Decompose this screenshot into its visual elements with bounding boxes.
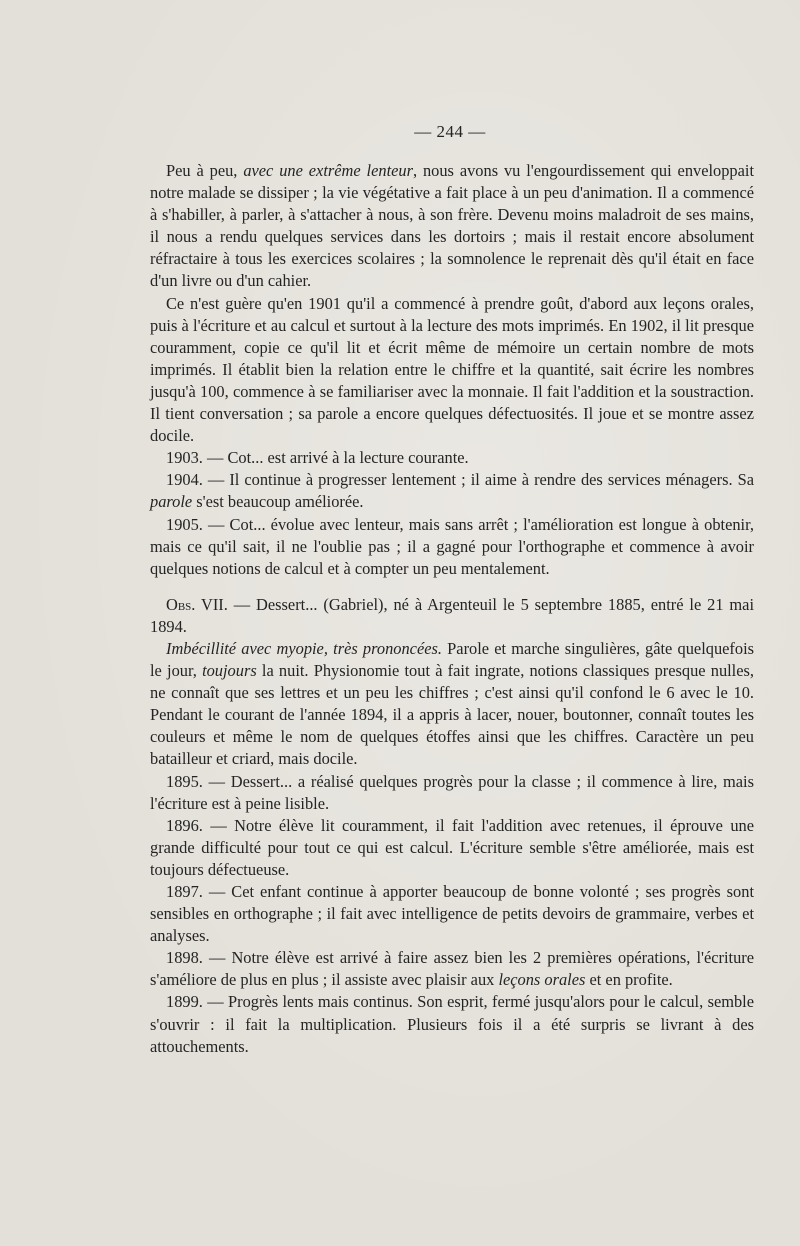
text-run: Peu à peu, [166,161,244,180]
italic-text: toujours [202,661,257,681]
text-run: 1895. — Dessert... a réalisé quelques progrès pour la classe ; il commence à lire, mais l'écriture est à peine lisible. [150,771,754,813]
paragraph [150,160,754,293]
paragraph [150,293,754,448]
paragraph [150,594,754,638]
paragraph [150,514,754,580]
text-run: 1898. — Notre élève est arrivé à faire assez bien les 2 premières opérations, l'écriture s'améliore de plus en plus ; il assiste avec plaisir aux [150,948,754,990]
italic-text: leçons orales [498,970,586,990]
text-run: — Dessert... (Gabriel), né à Argenteuil le 5 septembre 1885, entré le 21 mai 1894. [150,594,754,636]
body-text [150,160,754,1058]
italic-text: parole [150,492,193,512]
text-run: 1899. — Progrès lents mais continus. Son esprit, fermé jusqu'alors pour le calcul, semble s'ouvrir : il fait la multiplication. Plusieurs fois il a été surpris se livrant à des attouchements. [150,992,754,1056]
text-run: 1904. — Il continue à progresser lentement ; il aime à rendre des services ménagers. Sa [166,470,754,490]
paragraph [150,947,754,991]
text-run: 1905. — Cot... évolue avec lenteur, mais sans arrêt ; l'amélioration est longue à obtenir, mais ce qu'il sait, il ne l'oublie pas ; il a gagné pour l'orthographe et commence à avoir quelques notions de calcul et à compter un peu mentalement. [150,514,754,578]
page-number: — 244 — [414,122,486,141]
text-run: , nous avons vu l'engourdissement qui enveloppait notre malade se dissiper ; la vie végétative a fait place à un peu d'animation. Il a commencé à s'habiller, à parler, à s'attacher à nous, à son frère. Devenu moins maladroit de ses mains, il nous a rendu quelques services dans les dortoirs ; mais il restait encore absolument réfractaire à tous les exercices scolaires ; la somnolence le reprenait dès qu'il était en face d'un livre ou d'un cahier. [150,161,755,291]
paragraph [150,815,754,881]
small-caps-text: Obs. VII. [166,594,228,614]
paragraph [150,991,754,1057]
text-run: Parole et marche singulières, gâte quelquefois le jour, [150,638,754,681]
paragraph [150,638,754,771]
text-run: et en profite. [585,970,673,990]
paragraph [150,447,754,469]
paragraph [150,469,754,513]
paragraph [150,881,754,947]
italic-text: avec une extrême lenteur [243,161,413,180]
text-run: 1896. — Notre élève lit couramment, il fait l'addition avec retenues, il éprouve une grande difficulté pour tout ce qui est calcul. L'écriture semble s'être améliorée, mais est toujours défectueuse. [150,815,754,879]
text-run: 1897. — Cet enfant continue à apporter beaucoup de bonne volonté ; ses progrès sont sensibles en orthographe ; il fait avec intelligence de petits devoirs de grammaire, verbes et analyses. [150,882,754,946]
text-run: 1903. — Cot... est arrivé à la lecture courante. [166,448,469,468]
text-run: la nuit. Physionomie tout à fait ingrate, notions classiques presque nulles, ne connaît que ses lettres et un peu les chiffres ; c'est ainsi qu'il confond le 6 avec le 10. Pendant le courant de l'année 1894, il a appris à lacer, nouer, boutonner, connaît toutes les couleurs et même le nom de quelques étoffes ainsi que les chiffres. Caractère un peu batailleur et criard, mais docile. [150,661,754,769]
text-run: s'est beaucoup améliorée. [192,492,364,512]
italic-text: Imbécillité avec myopie, très prononcées. [166,638,442,658]
paragraph [150,771,754,815]
text-run: Ce n'est guère qu'en 1901 qu'il a commencé à prendre goût, d'abord aux leçons orales, puis à l'écriture et au calcul et surtout à la lecture des mots imprimés. En 1902, il lit presque couramment, copie ce qu'il lit et écrit même de mémoire un certain nombre de mots imprimés. Il établit bien la relation entre le chiffre et la quantité, sait écrire les nombres jusqu'à 100, commence à se familiariser avec la monnaie. Il fait l'addition et la soustraction. Il tient conversation ; sa parole a encore quelques défectuosités. Il joue et se montre assez docile. [150,293,754,446]
